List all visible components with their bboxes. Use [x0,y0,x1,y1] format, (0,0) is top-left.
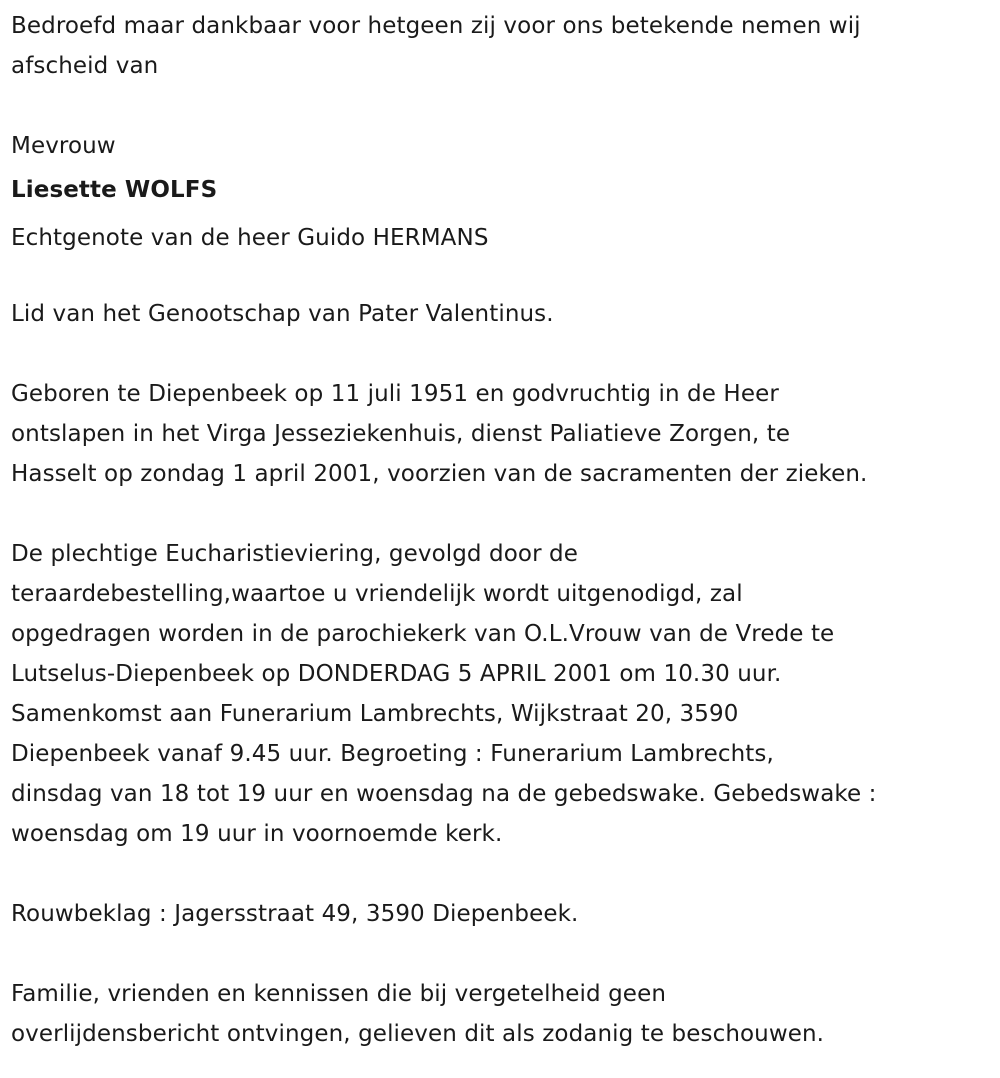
intro-paragraph [11,6,993,86]
closing-line: Familie, vrienden en kennissen die bij vergetelheid geen [11,981,666,1007]
spacer [11,334,993,374]
closing-paragraph [11,974,993,1054]
spacer [11,854,993,894]
ceremony-line: woensdag om 19 uur in voornoemde kerk. [11,821,503,847]
spacer [11,934,993,974]
birth-death-line: ontslapen in het Virga Jesseziekenhuis, dienst Paliatieve Zorgen, te [11,421,791,447]
obituary-notice [11,6,993,1054]
condolence-address-line: Rouwbeklag : Jagersstraat 49, 3590 Diepenbeek. [11,901,579,927]
mourning-paragraph [11,894,993,934]
intro-line: afscheid van [11,53,159,79]
ceremony-line: De plechtige Eucharistieviering, gevolgd door de [11,541,579,567]
spacer [11,86,993,126]
ceremony-line: teraardebestelling,waartoe u vriendelijk wordt uitgenodigd, zal [11,581,743,607]
honorific: Mevrouw [11,133,116,159]
spouse-line: Echtgenote van de heer Guido HERMANS [11,225,489,251]
ceremony-line: opgedragen worden in de parochiekerk van O.L.Vrouw van de Vrede te [11,621,835,647]
membership-line: Lid van het Genootschap van Pater Valentinus. [11,301,554,327]
membership-paragraph [11,294,993,334]
intro-line: Bedroefd maar dankbaar voor hetgeen zij voor ons betekende nemen wij [11,13,861,39]
ceremony-line: Diepenbeek vanaf 9.45 uur. Begroeting : Funerarium Lambrechts, [11,741,774,767]
closing-line: overlijdensbericht ontvingen, gelieven dit als zodanig te beschouwen. [11,1021,825,1047]
birth-death-paragraph [11,374,993,494]
birth-death-line: Hasselt op zondag 1 april 2001, voorzien van de sacramenten der zieken. [11,461,868,487]
deceased-name: Liesette WOLFS [11,177,218,203]
ceremony-line: dinsdag van 18 tot 19 uur en woensdag na de gebedswake. Gebedswake : [11,781,877,807]
spacer [11,254,993,294]
person-block [11,126,993,254]
ceremony-line: Samenkomst aan Funerarium Lambrechts, Wijkstraat 20, 3590 [11,701,739,727]
spacer [11,494,993,534]
ceremony-line: Lutselus-Diepenbeek op DONDERDAG 5 APRIL 2001 om 10.30 uur. [11,661,782,687]
ceremony-paragraph [11,534,993,854]
birth-death-line: Geboren te Diepenbeek op 11 juli 1951 en godvruchtig in de Heer [11,381,779,407]
